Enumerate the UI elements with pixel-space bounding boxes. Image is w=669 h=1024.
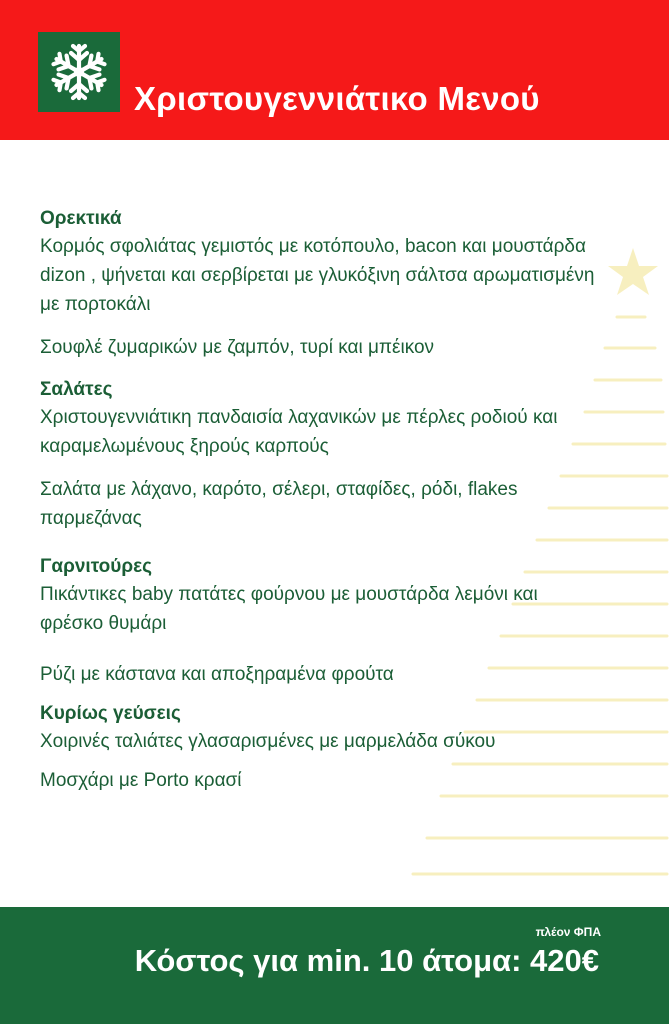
- menu-item: Σουφλέ ζυμαρικών με ζαμπόν, τυρί και μπέικον: [40, 337, 435, 358]
- section-sides: [40, 554, 620, 689]
- menu-item: Χριστουγεννιάτικη πανδαισία λαχανικών με πέρλες ροδιού και καραμελωμένους ξηρούς καρπούς: [40, 407, 558, 457]
- section-title: Σαλάτες: [40, 379, 113, 400]
- logo-box: [38, 32, 120, 112]
- snowflake-icon: [48, 41, 110, 103]
- section-salads: [40, 377, 620, 533]
- footer-banner: [0, 907, 669, 1024]
- section-appetizers: [40, 206, 620, 362]
- menu-item: Κορμός σφολιάτας γεμιστός με κοτόπουλο, bacon και μουστάρδα dizon , ψήνεται και σερβίρεται με γλυκόξινη σάλτσα αρωματισμένη με πορτοκάλι: [40, 236, 595, 315]
- cost-text: Κόστος για min. 10 άτομα: 420€: [134, 943, 599, 978]
- section-title: Γαρνιτούρες: [40, 556, 152, 577]
- menu-item: Μοσχάρι με Porto κρασί: [40, 770, 242, 791]
- section-title: Κυρίως γεύσεις: [40, 703, 181, 724]
- header-banner: [0, 0, 669, 140]
- menu-item: Χοιρινές ταλιάτες γλασαρισμένες με μαρμελάδα σύκου: [40, 731, 496, 752]
- menu-item: Σαλάτα με λάχανο, καρότο, σέλερι, σταφίδες, ρόδι, flakes παρμεζάνας: [40, 479, 518, 529]
- menu-item: Πικάντικες baby πατάτες φούρνου με μουστάρδα λεμόνι και φρέσκο θυμάρι: [40, 584, 538, 634]
- menu-item: Ρύζι με κάστανα και αποξηραμένα φρούτα: [40, 664, 394, 685]
- menu-content: [40, 206, 620, 795]
- page-title: Χριστουγεννιάτικο Μενού: [134, 80, 540, 117]
- section-main-courses: [40, 701, 620, 795]
- vat-note: πλέον ΦΠΑ: [535, 925, 601, 939]
- section-title: Ορεκτικά: [40, 208, 122, 229]
